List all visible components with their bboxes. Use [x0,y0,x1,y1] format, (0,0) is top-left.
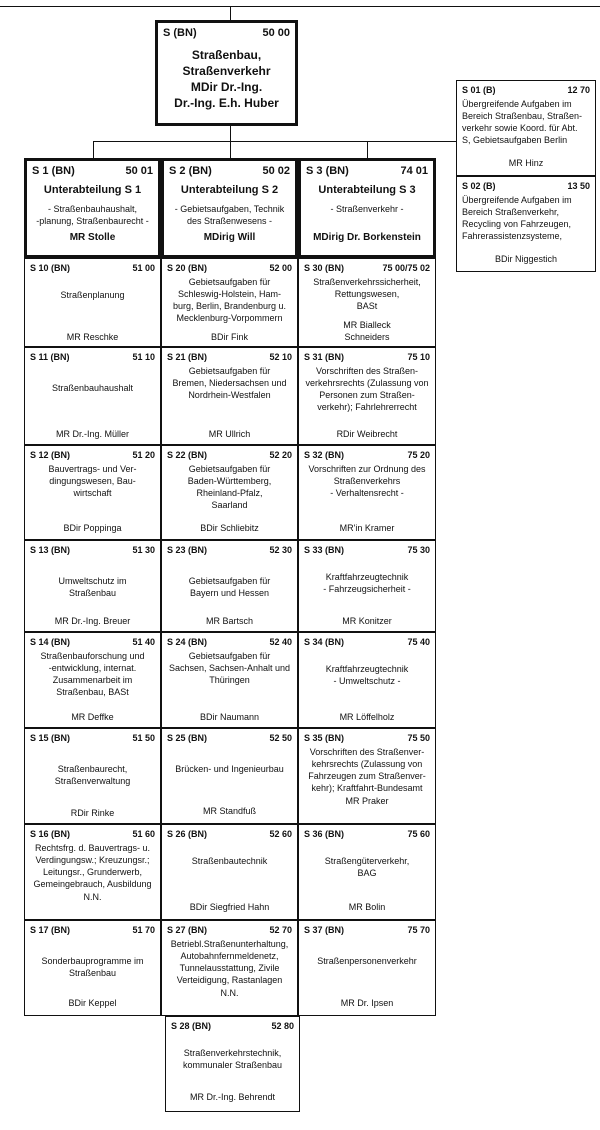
unit-number: 52 10 [269,352,292,362]
unit-tasks: Gebietsaufgaben für Sachsen, Sachsen-Anhalt und Thüringen [168,651,291,685]
unit-number: 51 00 [132,263,155,273]
unit-head: MR Ullrich [208,429,251,439]
unit-code: S 12 (BN) [30,450,71,460]
box-header [30,450,155,461]
unit-tasks: Straßenplanung [60,290,125,300]
unit-head: MR Dr.-Ing. Breuer [54,616,131,626]
unit-head: MR Hinz [508,158,544,168]
unit-code: S 26 (BN) [167,829,208,839]
box-header [30,352,155,363]
unit-code: S 20 (BN) [167,263,208,273]
unit-number: 52 20 [269,450,292,460]
unit-tasks: Straßenbauhaushalt [51,383,134,393]
unit-number: 52 60 [269,829,292,839]
unit-code: S 22 (BN) [167,450,208,460]
unit-s28 [165,1016,300,1112]
connector-horizontal [93,141,456,142]
unit-number: 75 10 [407,352,430,362]
unit-code: S 13 (BN) [30,545,71,555]
box-header [304,263,430,274]
unit-tasks: Straßenbauforschung und -entwicklung, internat. Zusammenarbeit im Straßenbau, BASt [40,651,145,697]
staff-unit-s01 [456,80,596,176]
unit-head: RDir Weibrecht [336,429,398,439]
box-header [304,925,430,936]
unit-s27 [161,920,298,1016]
unit-head: MR Bolin [348,902,386,912]
subdepartment-scope: - Straßenverkehr - [330,204,404,214]
unit-tasks: Vorschriften zur Ordnung des Straßenverkehrs - Verhaltensrecht - [308,464,426,498]
subdepartment-title: Unterabteilung S 1 [43,184,142,196]
unit-tasks: Straßenverkehrstechnik, kommunaler Straßenbau [182,1048,283,1070]
unit-head: MR'in Kramer [339,523,395,533]
unit-number: 13 50 [567,181,590,191]
subdepartment-scope: - Gebietsaufgaben, Technik des Straßenwesens - [174,204,285,226]
unit-number: 50 02 [262,165,290,177]
unit-number: 52 00 [269,263,292,273]
unit-s35 [298,728,436,824]
box-header [304,545,430,556]
subdepartment-title: Unterabteilung S 2 [180,184,279,196]
unit-head: BDir Siegfried Hahn [189,902,270,912]
unit-tasks: Straßenpersonenverkehr [317,956,417,966]
unit-tasks: Sonderbauprogramme im Straßenbau [41,956,144,978]
unit-head: BDir Keppel [68,998,117,1008]
unit-number: 52 30 [269,545,292,555]
box-header [462,85,590,96]
unit-s36 [298,824,436,920]
unit-number: 75 30 [407,545,430,555]
unit-s37 [298,920,436,1016]
unit-tasks: Gebietsaufgaben für Baden-Württemberg, Rheinland-Pfalz, Saarland [187,464,272,510]
unit-s33 [298,540,436,632]
unit-code: S 23 (BN) [167,545,208,555]
unit-code: S 31 (BN) [304,352,345,362]
box-header [167,263,292,274]
unit-head: MR Konitzer [342,616,392,626]
unit-code: S 32 (BN) [304,450,345,460]
unit-number: 52 70 [269,925,292,935]
unit-number: 52 50 [269,733,292,743]
unit-number: 51 30 [132,545,155,555]
unit-tasks: Kraftfahrzeugtechnik - Umweltschutz - [325,664,409,686]
unit-code: S 02 (B) [462,181,496,191]
unit-number: 12 70 [567,85,590,95]
unit-s13 [24,540,161,632]
unit-head: RDir Rinke [70,808,115,818]
unit-head: MR Dr. Ipsen [340,998,394,1008]
unit-head: N.N. [220,988,239,998]
unit-head: MR Praker [345,796,389,806]
unit-s23 [161,540,298,632]
unit-head: MR Deffke [71,712,114,722]
unit-code: S 14 (BN) [30,637,71,647]
unit-tasks: Straßenverkehrssicherheit, Rettungswesen, BASt [313,277,421,311]
unit-code: S 15 (BN) [30,733,71,743]
unit-code: S 11 (BN) [30,352,70,362]
unit-s14 [24,632,161,728]
unit-code: S 33 (BN) [304,545,345,555]
box-header [169,165,290,178]
unit-s15 [24,728,161,824]
unit-head: MR Bartsch [205,616,253,626]
unit-tasks: Straßenbautechnik [191,856,268,866]
box-header [30,829,155,840]
unit-s26 [161,824,298,920]
box-header [306,165,428,178]
subdepartment-s3 [298,158,436,258]
unit-tasks: Vorschriften des Straßenver- kehrsrechts (Zulassung von Fahrzeugen zum Straßenver- kehr); Kraftfahrt-Bundesamt [308,747,426,793]
unit-tasks: Straßenbaurecht, Straßenverwaltung [54,764,131,786]
unit-number: 75 70 [407,925,430,935]
unit-tasks: Kraftfahrzeugtechnik - Fahrzeugsicherheit - [323,572,411,594]
unit-code: S 21 (BN) [167,352,208,362]
box-header [304,829,430,840]
unit-number: 51 40 [132,637,155,647]
subdepartment-title: Unterabteilung S 3 [318,184,416,196]
head-of-department-box [155,20,298,126]
unit-number: 50 01 [125,165,153,177]
top-rule [0,6,600,7]
unit-s21 [161,347,298,445]
unit-code: S 25 (BN) [167,733,208,743]
unit-number: 51 50 [132,733,155,743]
unit-tasks: Übergreifende Aufgaben im Bereich Straßenbau, Straßen- verkehr sowie Koord. für Abt. S, Gebietsaufgaben Berlin [462,99,583,145]
subdepartment-s1 [24,158,161,258]
unit-s10 [24,258,161,347]
unit-head: BDir Schliebitz [200,523,259,533]
unit-head: N.N. [83,892,102,902]
unit-code: S 36 (BN) [304,829,345,839]
unit-number: 51 70 [132,925,155,935]
box-header [30,925,155,936]
box-header [163,27,290,40]
unit-code: S (BN) [163,27,197,39]
subdepartment-head: MR Stolle [69,232,116,243]
unit-code: S 34 (BN) [304,637,345,647]
unit-number: 75 40 [407,637,430,647]
box-header [167,637,292,648]
box-header [304,637,430,648]
connector-top-stem [230,6,231,20]
box-header [171,1021,294,1032]
box-header [304,733,430,744]
connector-s3 [367,141,368,158]
unit-number: 75 20 [407,450,430,460]
subdepartment-scope: - Straßenbauhaushalt, -planung, Straßenbaurecht - [36,204,149,226]
box-header [30,637,155,648]
box-header [462,181,590,192]
unit-head: MR Reschke [66,332,119,342]
unit-number: 51 10 [132,352,155,362]
unit-s25 [161,728,298,824]
unit-s30 [298,258,436,347]
unit-s32 [298,445,436,540]
unit-s24 [161,632,298,728]
box-header [30,263,155,274]
unit-number: 75 50 [407,733,430,743]
box-header [167,925,292,936]
unit-s12 [24,445,161,540]
unit-s20 [161,258,298,347]
box-header [167,733,292,744]
unit-tasks: Rechtsfrg. d. Bauvertrags- u. Verdingungsw.; Kreuzungsr.; Leitungsr., Grunderwerb, Gemeingebrauch, Ausbildung [33,843,152,889]
box-header [30,733,155,744]
connector-s1 [93,141,94,158]
unit-s17 [24,920,161,1016]
unit-code: S 35 (BN) [304,733,345,743]
unit-head: MR Dr.-Ing. Müller [55,429,129,439]
unit-code: S 30 (BN) [304,263,345,273]
unit-head: MR Standfuß [202,806,257,816]
unit-s31 [298,347,436,445]
unit-tasks: Gebietsaufgaben für Bayern und Hessen [188,576,271,598]
unit-number: 52 40 [269,637,292,647]
unit-code: S 16 (BN) [30,829,71,839]
unit-number: 51 20 [132,450,155,460]
box-header [167,450,292,461]
unit-code: S 1 (BN) [32,165,75,177]
unit-code: S 24 (BN) [167,637,208,647]
unit-code: S 37 (BN) [304,925,345,935]
unit-tasks: Übergreifende Aufgaben im Bereich Straßenverkehr, Recycling von Fahrzeugen, Fahrerassistenzsysteme, [462,195,572,241]
unit-code: S 01 (B) [462,85,496,95]
department-title: Straßenbau, Straßenverkehr MDir Dr.-Ing. Dr.-Ing. E.h. Huber [174,48,279,110]
unit-number: 75 00/75 02 [382,263,430,273]
unit-s22 [161,445,298,540]
unit-number: 75 60 [407,829,430,839]
connector-s2 [230,141,231,158]
box-header [167,829,292,840]
unit-s11 [24,347,161,445]
unit-number: 50 00 [262,27,290,39]
unit-code: S 2 (BN) [169,165,212,177]
subdepartment-s2 [161,158,298,258]
unit-code: S 3 (BN) [306,165,349,177]
box-header [167,352,292,363]
unit-s34 [298,632,436,728]
unit-tasks: Brücken- und Ingenieurbau [175,764,284,774]
unit-number: 51 60 [132,829,155,839]
staff-unit-s02 [456,176,596,272]
unit-code: S 17 (BN) [30,925,71,935]
unit-head: BDir Niggestich [494,254,558,264]
unit-number: 52 80 [271,1021,294,1031]
unit-head: MR Löffelholz [339,712,395,722]
unit-tasks: Gebietsaufgaben für Bremen, Niedersachsen und Nordrhein-Westfalen [172,366,287,400]
unit-tasks: Betriebl.Straßenunterhaltung, Autobahnfernmeldenetz, Tunnelausstattung, Zivile Verteidigung, Rastanlagen [170,939,289,985]
unit-head: BDir Fink [210,332,248,342]
unit-s16 [24,824,161,920]
box-header [167,545,292,556]
box-header [304,352,430,363]
unit-code: S 28 (BN) [171,1021,212,1031]
unit-head: BDir Poppinga [63,523,122,533]
unit-number: 74 01 [400,165,428,177]
unit-tasks: Umweltschutz im Straßenbau [58,576,127,598]
subdepartment-head: MDirig Will [203,232,256,243]
connector-main-down [230,126,231,141]
unit-code: S 10 (BN) [30,263,71,273]
box-header [304,450,430,461]
unit-tasks: Straßengüterverkehr, BAG [324,856,410,878]
unit-tasks: Vorschriften des Straßen- verkehrsrechts (Zulassung von Personen zum Straßen- verkehr); Fahrlehrerrecht [305,366,429,412]
subdepartment-head: MDirig Dr. Borkenstein [313,232,421,243]
unit-tasks: Gebietsaufgaben für Schleswig-Holstein, Ham- burg, Berlin, Brandenburg u. Mecklenburg-Vorpommern [172,277,287,323]
unit-head: MR Bialleck Schneiders [343,320,391,342]
unit-tasks: Bauvertrags- und Ver- dingungswesen, Bau- wirtschaft [48,464,137,498]
box-header [32,165,153,178]
unit-head: BDir Naumann [199,712,260,722]
unit-code: S 27 (BN) [167,925,208,935]
unit-head: MR Dr.-Ing. Behrendt [189,1092,276,1102]
box-header [30,545,155,556]
